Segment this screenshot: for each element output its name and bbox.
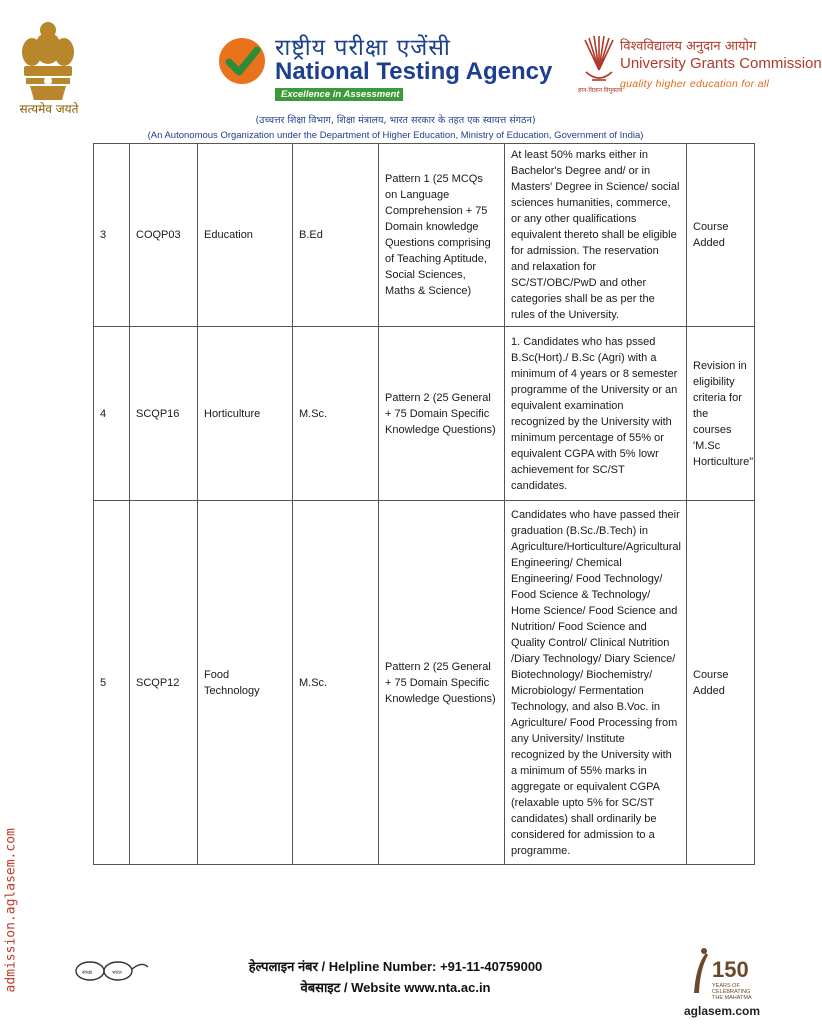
cell-sno: 4 [94,327,130,501]
svg-text:YEARS OF: YEARS OF [712,983,740,989]
ugc-mark-caption: ज्ञान-विज्ञान विमुक्तये [577,88,623,94]
english-subtitle: (An Autonomous Organization under the Department of Higher Education, Ministry of Education, Government of India) [147,130,644,141]
cell-sno: 5 [94,501,130,865]
ugc-tagline: quality higher education for all [620,78,770,90]
nta-name: National Testing Agency [275,58,553,85]
nta-hindi-name: राष्ट्रीय परीक्षा एजेंसी [275,35,451,61]
svg-text:भारत: भारत [112,970,122,976]
hindi-subtitle: (उच्चत्तर शिक्षा विभाग, शिक्षा मंत्रालय, भारत सरकार के तहत एक स्वायत्त संगठन) [255,115,536,126]
svg-text:CELEBRATING: CELEBRATING [712,989,751,995]
cell-pattern: Pattern 2 (25 General + 75 Domain Specific Knowledge Questions) [379,327,505,501]
ugc-lamp-logo-icon [580,30,618,94]
cell-subject: Education [198,144,293,327]
cell-eligibility: At least 50% marks either in Bachelor's Degree and/ or in Masters' Degree in Science/ social sciences humanities, commerce, or any other qualifications equivalent thereto shall be eligible for admission. The reservation and relaxation for SC/ST/OBC/PwD and other categories shall be as per the rules of the University. [505,144,687,327]
cell-pattern: Pattern 2 (25 General + 75 Domain Specific Knowledge Questions) [379,501,505,865]
ugc-hindi-name: विश्वविद्यालय अनुदान आयोग [620,39,757,54]
gandhi-150-years-icon [686,945,758,1005]
table-row [94,327,755,501]
cell-programme: M.Sc. [293,501,379,865]
svg-text:स्वच्छ: स्वच्छ [82,970,93,976]
table-row [94,501,755,865]
table-row [94,144,755,327]
cell-code: SCQP16 [130,327,198,501]
cell-code: COQP03 [130,144,198,327]
cell-sno: 3 [94,144,130,327]
emblem-motto: सत्यमेव जयते [19,102,79,116]
cell-subject: Food Technology [198,501,293,865]
cell-remarks: Revision in eligibility criteria for the courses 'M.Sc Horticulture" [687,327,755,501]
website-link[interactable]: वेबसाइट / Website www.nta.ac.in [300,980,491,995]
nta-tagline: Excellence in Assessment [275,88,403,101]
ugc-name: University Grants Commission [620,55,822,72]
helpline-number: हेल्पलाइन नंबर / Helpline Number: +91-11-40759000 [248,959,543,974]
cell-programme: B.Ed [293,144,379,327]
nta-checkmark-logo-icon [217,36,267,86]
cell-programme: M.Sc. [293,327,379,501]
svg-text:150: 150 [712,957,749,982]
cell-pattern: Pattern 1 (25 MCQs on Language Comprehension + 75 Domain knowledge Questions comprising of Teaching Aptitude, Social Sciences, Maths & Science) [379,144,505,327]
cell-eligibility: Candidates who have passed their graduation (B.Sc./B.Tech) in Agriculture/Horticulture/Agricultural Engineering/ Chemical Engineering/ Food Technology/ Food Science & Technology/ Home Science/ Food Science and Nutrition/ Food Science and Quality Control/ Clinical Nutrition /Diary Technology/ Diary Science/ Biotechnology/ Biochemistry/ Microbiology/ Fermentation Technology, and also B.Voc. in Agriculture/ Food Processing from any University/ Institute recognized by the University with a minimum of 55% marks in aggregate or equivalent CGPA (relaxable upto 5% for SC/ST candidates) shall ordinarily be considered for admission to a programme. [505,501,687,865]
cell-eligibility: 1. Candidates who has pssed B.Sc(Hort)./ B.Sc (Agri) with a minimum of 4 years or 8 semester programme of the University or an equivalent examination recognized by the University with minimum percentage of 55% or equivalent CGPA with 5% lowr achievement for SC/ST candidates. [505,327,687,501]
cell-remarks: Course Added [687,501,755,865]
cell-code: SCQP12 [130,501,198,865]
course-table [93,143,755,865]
watermark: admission.aglasem.com [3,828,19,993]
aglasem-brand: aglasem.com [684,1004,761,1018]
cell-subject: Horticulture [198,327,293,501]
cell-remarks: Course Added [687,144,755,327]
svg-text:THE MAHATMA: THE MAHATMA [712,995,752,1001]
